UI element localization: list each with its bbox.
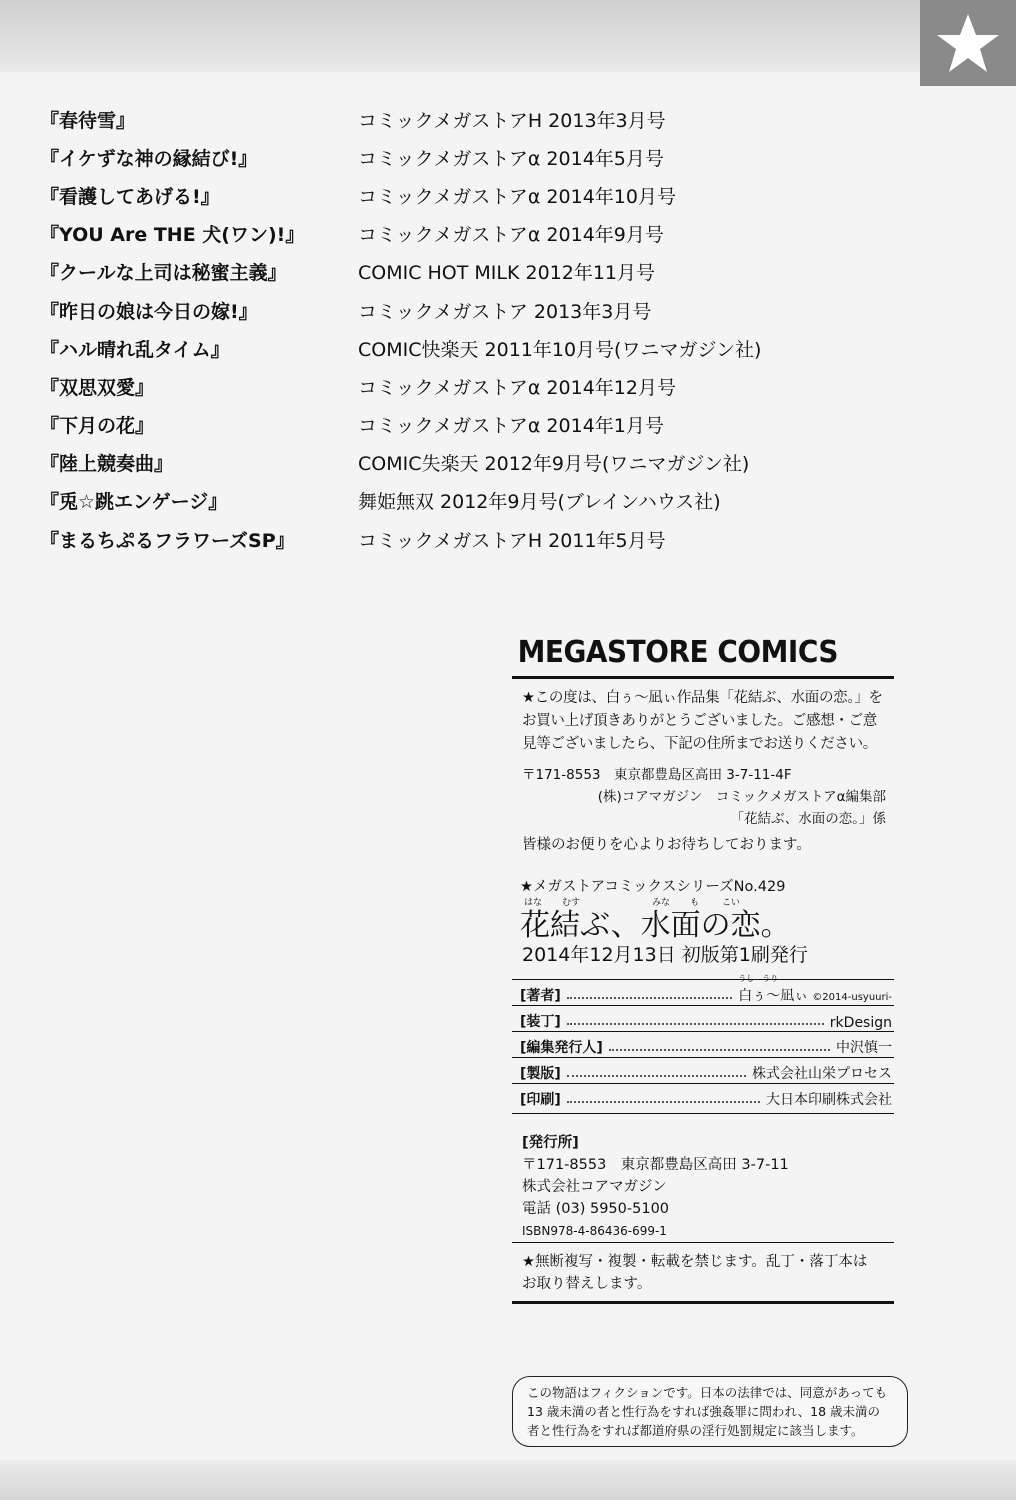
credit-value: rkDesign [829,1015,892,1031]
top-band [0,0,1016,72]
credit-row [512,974,894,1005]
publication-source: コミックメガストアα 2014年10月号 [358,185,676,208]
list-item [40,291,840,329]
isbn: ISBN978-4-86436-699-1 [522,1224,667,1238]
list-item [40,176,840,214]
divider [512,1113,894,1114]
list-item [40,406,840,444]
publication-title: 『陸上競奏曲』 [40,453,174,476]
publication-list [40,100,840,558]
ruby-text: むす [562,898,581,908]
leader-dots [609,1049,830,1051]
publication-title: 『まるちぷるフラワーズSP』 [40,529,295,552]
credit-label: [編集発行人] [520,1040,603,1056]
notice-line: 13 歳未満の者と性行為をすれば強姦罪に問われ、18 歳未満の [527,1404,881,1419]
publisher-address: 〒171-8553 東京都豊島区高田 3-7-11 [522,1157,789,1173]
publication-source: コミックメガストア 2013年3月号 [358,300,652,323]
publication-title: 『春待雪』 [40,109,136,132]
message-line: 見等ございましたら、下記の住所までお送りください。 [522,736,877,752]
publication-source: COMIC HOT MILK 2012年11月号 [358,262,656,285]
publication-source: コミックメガストアH 2013年3月号 [358,109,666,132]
list-item [40,520,840,558]
ruby-text: こい [722,898,741,908]
credit-row [512,1058,894,1083]
bottom-band [0,1460,1016,1500]
list-item [40,367,840,405]
publisher-info [512,1124,894,1242]
publisher-label: [発行所] [522,1135,579,1151]
divider [512,1301,894,1304]
leader-dots [567,997,733,999]
message-line: お買い上げ頂きありがとうございました。ご感想・ご意 [522,713,877,729]
credit-value: 株式会社山栄プロセス [752,1066,892,1082]
publication-source: 舞姫無双 2012年9月号(ブレインハウス社) [358,491,721,514]
leader-dots [567,1075,746,1077]
credit-row [512,1032,894,1057]
colophon [512,632,894,1304]
publication-title: 『イケずな神の縁結び!』 [40,147,258,170]
leader-dots [567,1023,824,1025]
book-title: 花結ぶ、水面の恋。 [520,908,791,943]
publication-source: コミックメガストアα 2014年5月号 [358,147,664,170]
star-icon [936,12,1000,74]
publication-source: COMIC快楽天 2011年10月号(ワニマガジン社) [358,338,762,361]
publication-title: 『看護してあげる!』 [40,185,220,208]
publication-title: 『YOU Are THE 犬(ワン)!』 [40,224,305,247]
publisher-company: 株式会社コアマガジン [522,1179,667,1195]
credit-value [738,974,892,1005]
copyright: ©2014-usyuuri- [812,992,892,1003]
author-name: 白ぅ〜凪ぃ [738,988,809,1004]
credit-row [512,1006,894,1031]
publication-source: COMIC失楽天 2012年9月号(ワニマガジン社) [358,453,750,476]
credit-value: 中沢慎一 [836,1040,892,1056]
corner-tab [920,0,1016,86]
fiction-notice [512,1376,908,1447]
credit-value: 大日本印刷株式会社 [766,1092,892,1108]
publication-title: 『昨日の娘は今日の嫁!』 [40,300,258,323]
list-item [40,329,840,367]
edition-date: 2014年12月13日 初版第1刷発行 [522,944,808,966]
credit-label: [著者] [520,988,561,1004]
list-item [40,444,840,482]
publication-title: 『双思双愛』 [40,376,155,399]
ruby-text: うし うり [738,974,779,983]
divider [512,1242,894,1243]
credit-label: [製版] [520,1066,561,1082]
legal-line: お取り替えします。 [522,1276,652,1292]
list-item [40,215,840,253]
publisher-phone: 電話 (03) 5950-5100 [522,1201,670,1217]
brand-logo: MEGASTORE COMICS [517,635,838,670]
legal-line: ★無断複写・複製・転載を禁じます。乱丁・落丁本は [522,1254,868,1270]
thank-you-message [522,687,894,756]
ruby-text: も [690,898,700,908]
list-item [40,138,840,176]
ruby-text: みな [652,898,671,908]
publication-title: 『下月の花』 [40,415,155,438]
credits [512,974,894,1114]
publication-source: コミックメガストアα 2014年9月号 [358,224,664,247]
notice-line: 者と性行為をすれば都道府県の淫行処罰規定に該当します。 [527,1423,864,1438]
publication-source: コミックメガストアα 2014年12月号 [358,376,676,399]
title-ruby [512,898,894,909]
ruby-text: はな [524,898,543,908]
publication-title: 『ハル晴れ乱タイム』 [40,338,230,361]
department-line: (株)コアマガジン コミックメガストアα編集部 [597,789,886,805]
list-item [40,100,840,138]
legal-notice [522,1251,894,1295]
mail-address [522,764,894,830]
publication-source: コミックメガストアH 2011年5月号 [358,529,666,552]
credit-row [512,1084,894,1109]
message-line: ★この度は、白ぅ〜凪ぃ作品集「花結ぶ、水面の恋。」を [522,690,883,706]
attention-line: 「花結ぶ、水面の恋。」係 [730,811,886,827]
divider [512,676,894,679]
credit-label: [印刷] [520,1092,561,1108]
credit-label: [装丁] [520,1014,561,1030]
closing-line: 皆様のお便りを心よりお待ちしております。 [522,837,811,853]
series-number: ★メガストアコミックスシリーズNo.429 [520,879,786,895]
publication-title: 『兎☆跳エンゲージ』 [40,491,228,514]
address-line: 〒171-8553 東京都豊島区高田 3-7-11-4F [522,767,792,783]
leader-dots [567,1101,760,1103]
list-item [40,253,840,291]
publication-source: コミックメガストアα 2014年1月号 [358,415,664,438]
list-item [40,482,840,520]
publication-title: 『クールな上司は秘蜜主義』 [40,262,287,285]
notice-line: この物語はフィクションです。日本の法律では、同意があっても [527,1385,888,1400]
